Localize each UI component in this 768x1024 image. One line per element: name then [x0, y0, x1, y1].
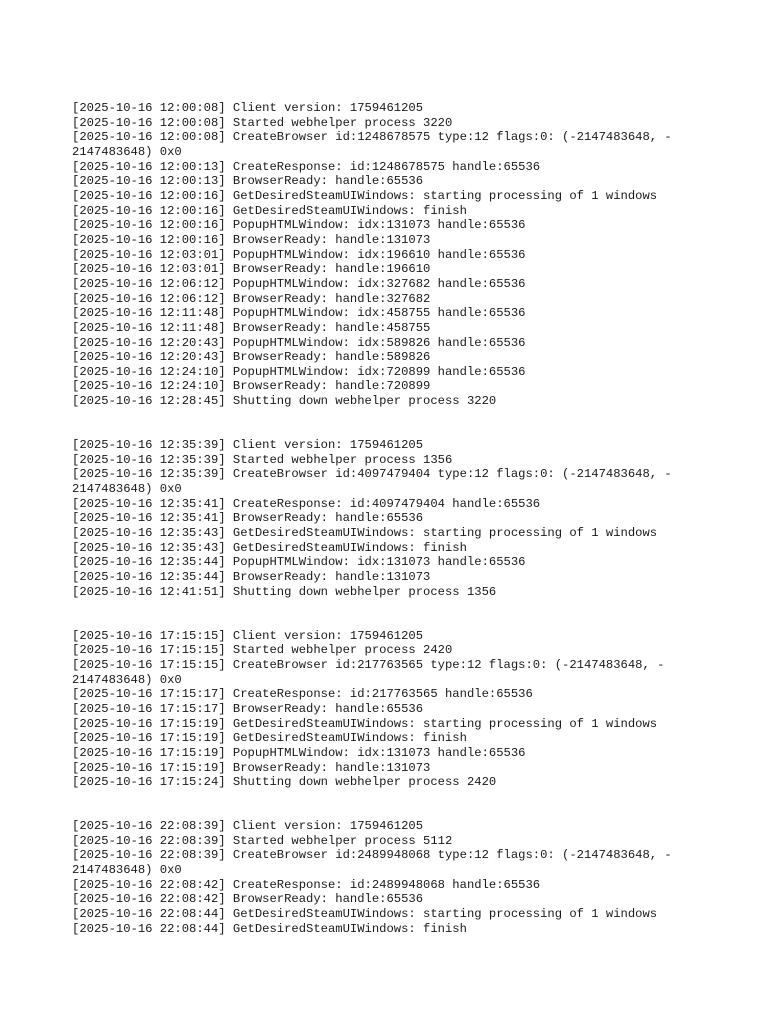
log-line: [2025-10-16 17:15:19] GetDesiredSteamUIWindows: starting processing of 1 windows — [72, 716, 658, 731]
blank-line — [72, 790, 702, 805]
log-line: [2025-10-16 22:08:42] CreateResponse: id:2489948068 handle:65536 — [72, 877, 541, 892]
blank-line — [72, 409, 702, 424]
log-line: [2025-10-16 12:00:13] CreateResponse: id:1248678575 handle:65536 — [72, 159, 541, 174]
log-line: [2025-10-16 12:35:43] GetDesiredSteamUIWindows: finish — [72, 540, 467, 555]
log-line: [2025-10-16 12:00:16] GetDesiredSteamUIWindows: starting processing of 1 windows — [72, 188, 658, 203]
log-line: [2025-10-16 22:08:42] BrowserReady: handle:65536 — [72, 892, 424, 907]
log-line: [2025-10-16 12:03:01] BrowserReady: handle:196610 — [72, 262, 431, 277]
log-line: [2025-10-16 22:08:39] Client version: 1759461205 — [72, 819, 424, 834]
log-line: [2025-10-16 17:15:24] Shutting down webhelper process 2420 — [72, 775, 497, 790]
log-line: [2025-10-16 22:08:39] CreateBrowser id:2489948068 type:12 flags:0: (-2147483648, - — [72, 848, 672, 863]
log-line: [2025-10-16 12:35:39] CreateBrowser id:4097479404 type:12 flags:0: (-2147483648, - — [72, 467, 672, 482]
log-line: [2025-10-16 12:20:43] PopupHTMLWindow: idx:589826 handle:65536 — [72, 335, 526, 350]
log-line: [2025-10-16 17:15:15] Started webhelper process 2420 — [72, 643, 453, 658]
log-line: [2025-10-16 12:00:16] PopupHTMLWindow: idx:131073 handle:65536 — [72, 218, 526, 233]
log-line: [2025-10-16 12:11:48] BrowserReady: handle:458755 — [72, 320, 431, 335]
log-line: [2025-10-16 17:15:19] GetDesiredSteamUIWindows: finish — [72, 731, 467, 746]
log-line: [2025-10-16 22:08:44] GetDesiredSteamUIWindows: starting processing of 1 windows — [72, 907, 658, 922]
log-text — [72, 101, 702, 936]
log-line: [2025-10-16 12:35:41] CreateResponse: id:4097479404 handle:65536 — [72, 496, 541, 511]
log-line: [2025-10-16 12:35:39] Client version: 1759461205 — [72, 438, 424, 453]
log-line: 2147483648) 0x0 — [72, 672, 182, 687]
log-line: [2025-10-16 12:00:08] Client version: 1759461205 — [72, 101, 424, 115]
log-line: [2025-10-16 12:41:51] Shutting down webhelper process 1356 — [72, 584, 497, 599]
blank-line — [72, 423, 702, 438]
log-line: [2025-10-16 17:15:19] PopupHTMLWindow: idx:131073 handle:65536 — [72, 745, 526, 760]
log-line: [2025-10-16 12:35:44] BrowserReady: handle:131073 — [72, 570, 431, 584]
log-line: [2025-10-16 12:06:12] BrowserReady: handle:327682 — [72, 291, 431, 306]
log-line: [2025-10-16 12:00:16] GetDesiredSteamUIWindows: finish — [72, 203, 467, 218]
log-line: 2147483648) 0x0 — [72, 144, 182, 159]
log-line: 2147483648) 0x0 — [72, 482, 182, 497]
log-line: [2025-10-16 12:00:13] BrowserReady: handle:65536 — [72, 174, 424, 189]
log-line: [2025-10-16 12:35:44] PopupHTMLWindow: idx:131073 handle:65536 — [72, 555, 526, 570]
log-line: 2147483648) 0x0 — [72, 863, 182, 878]
log-line: [2025-10-16 17:15:15] CreateBrowser id:217763565 type:12 flags:0: (-2147483648, - — [72, 657, 665, 672]
log-line: [2025-10-16 12:24:10] BrowserReady: handle:720899 — [72, 379, 431, 394]
log-line: [2025-10-16 12:00:16] BrowserReady: handle:131073 — [72, 232, 431, 247]
log-line: [2025-10-16 12:03:01] PopupHTMLWindow: idx:196610 handle:65536 — [72, 247, 526, 262]
blank-line — [72, 805, 702, 820]
log-line: [2025-10-16 12:00:08] CreateBrowser id:1248678575 type:12 flags:0: (-2147483648, - — [72, 130, 672, 145]
log-line: [2025-10-16 12:11:48] PopupHTMLWindow: idx:458755 handle:65536 — [72, 306, 526, 321]
log-line: [2025-10-16 12:24:10] PopupHTMLWindow: idx:720899 handle:65536 — [72, 364, 526, 379]
log-line: [2025-10-16 12:06:12] PopupHTMLWindow: idx:327682 handle:65536 — [72, 276, 526, 291]
log-line: [2025-10-16 17:15:17] CreateResponse: id:217763565 handle:65536 — [72, 687, 533, 702]
log-line: [2025-10-16 12:28:45] Shutting down webhelper process 3220 — [72, 394, 497, 409]
blank-line — [72, 599, 702, 614]
log-line: [2025-10-16 12:00:08] Started webhelper process 3220 — [72, 115, 453, 130]
log-line: [2025-10-16 12:20:43] BrowserReady: handle:589826 — [72, 350, 431, 365]
log-line: [2025-10-16 17:15:15] Client version: 1759461205 — [72, 628, 424, 643]
log-line: [2025-10-16 22:08:39] Started webhelper process 5112 — [72, 833, 453, 848]
blank-line — [72, 614, 702, 629]
log-line: [2025-10-16 17:15:19] BrowserReady: handle:131073 — [72, 760, 431, 775]
log-line: [2025-10-16 17:15:17] BrowserReady: handle:65536 — [72, 701, 424, 716]
log-line: [2025-10-16 12:35:39] Started webhelper process 1356 — [72, 452, 453, 467]
log-line: [2025-10-16 12:35:43] GetDesiredSteamUIWindows: starting processing of 1 windows — [72, 526, 658, 541]
log-line: [2025-10-16 12:35:41] BrowserReady: handle:65536 — [72, 511, 424, 526]
log-line: [2025-10-16 22:08:44] GetDesiredSteamUIWindows: finish — [72, 921, 467, 936]
